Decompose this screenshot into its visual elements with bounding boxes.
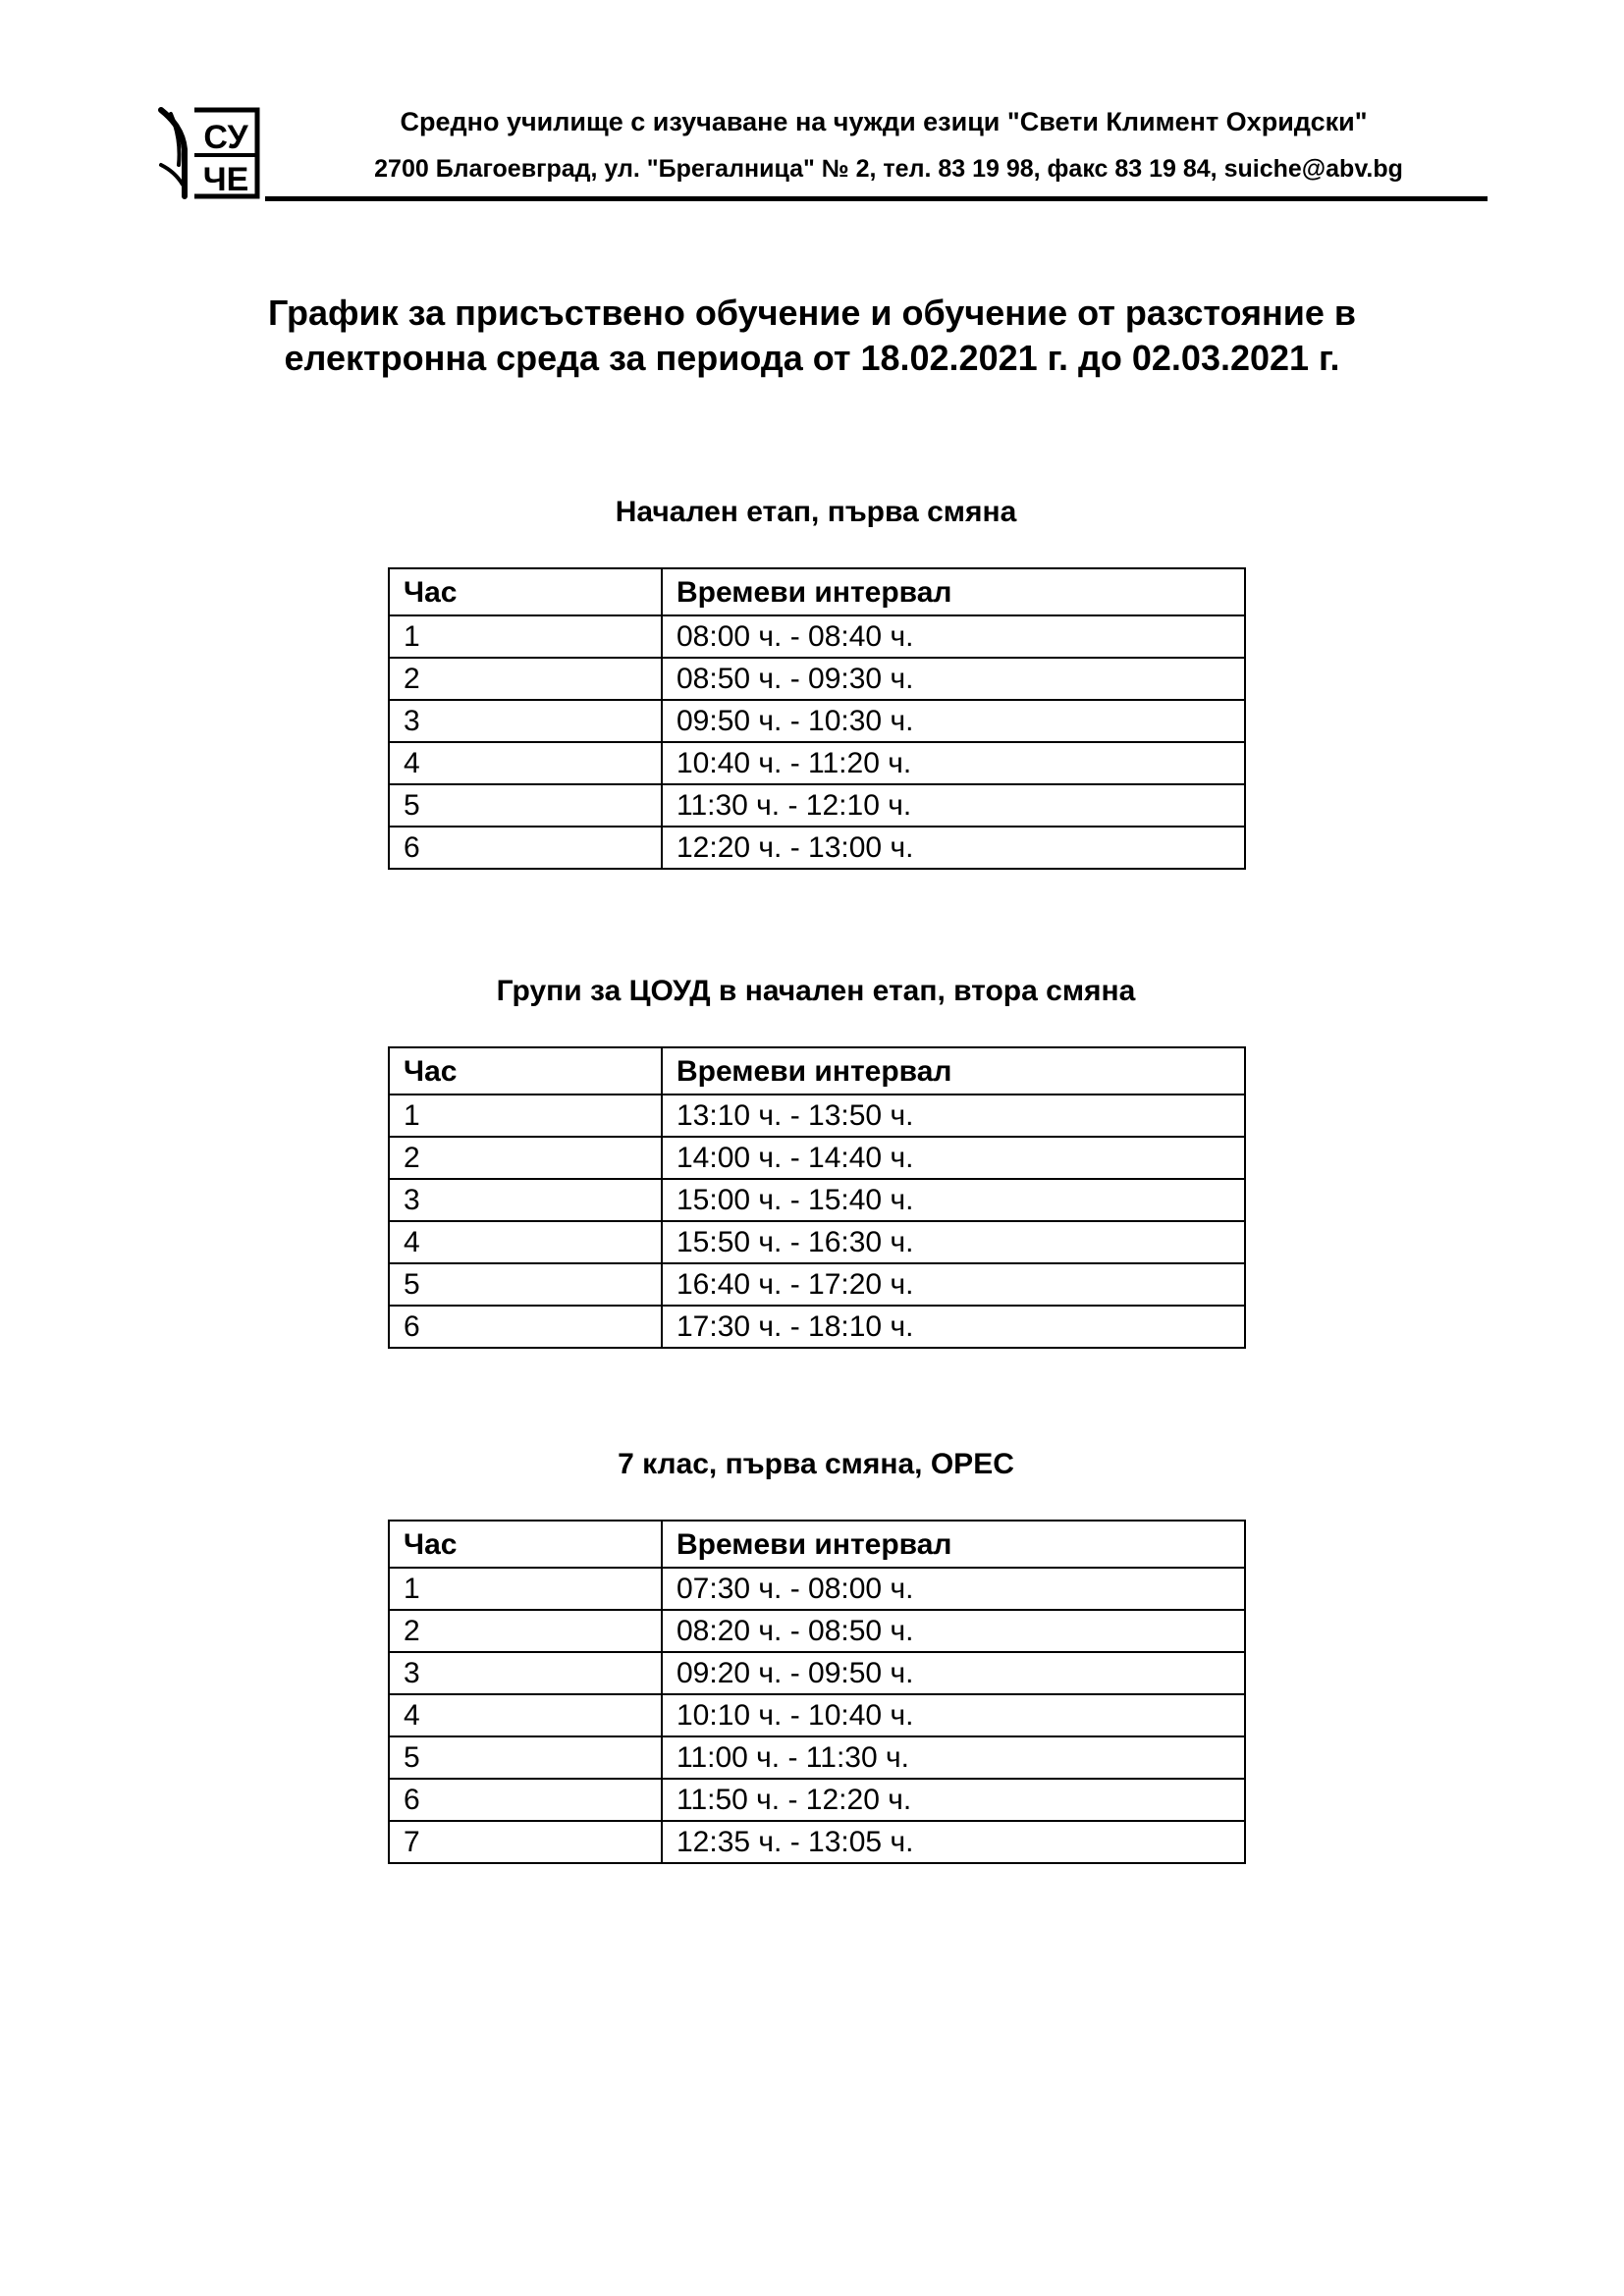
document-title: [147, 291, 1477, 381]
letterhead: [157, 106, 1488, 200]
hour-cell: 5: [389, 1736, 662, 1779]
table-row: [389, 827, 1245, 869]
schedule-table: [388, 1046, 1246, 1349]
section-heading: 7 клас, първа смяна, ОРЕС: [618, 1448, 1014, 1480]
hour-cell: 1: [389, 1095, 662, 1137]
school-name: Средно училище с изучаване на чужди езици "Свети Климент Охридски": [400, 107, 1368, 136]
hour-cell: 3: [389, 1652, 662, 1694]
section-heading: Начален етап, първа смяна: [615, 496, 1017, 528]
column-header-interval: Времеви интервал: [662, 1047, 1245, 1095]
table-row: [389, 784, 1245, 827]
schedule-table: [388, 1520, 1246, 1864]
table-row: [389, 1779, 1245, 1821]
table-row: [389, 1568, 1245, 1610]
hour-cell: 2: [389, 1610, 662, 1652]
table-header-row: [389, 1521, 1245, 1568]
table-row: [389, 1263, 1245, 1306]
column-header-hour: Час: [389, 1521, 662, 1568]
table-row: [389, 1694, 1245, 1736]
table-row: [389, 1179, 1245, 1221]
hour-cell: 1: [389, 615, 662, 658]
schedule-section-primary-first-shift: [388, 493, 1244, 870]
school-logo-icon: [157, 106, 261, 200]
schedule-section-afternoon-groups: [388, 972, 1244, 1349]
interval-cell: 12:20 ч. - 13:00 ч.: [662, 827, 1245, 869]
logo-top-text: СУ: [203, 119, 248, 156]
school-logo: [157, 106, 261, 200]
header-divider: [265, 196, 1488, 201]
interval-cell: 10:40 ч. - 11:20 ч.: [662, 742, 1245, 784]
hour-cell: 4: [389, 1221, 662, 1263]
table-header-row: [389, 1047, 1245, 1095]
table-row: [389, 658, 1245, 700]
school-address: 2700 Благоевград, ул. "Брегалница" № 2, тел. 83 19 98, факс 83 19 84, suiche@abv.bg: [374, 155, 1403, 183]
table-row: [389, 742, 1245, 784]
interval-cell: 11:50 ч. - 12:20 ч.: [662, 1779, 1245, 1821]
interval-cell: 08:20 ч. - 08:50 ч.: [662, 1610, 1245, 1652]
schedule-section-seventh-grade: [388, 1445, 1244, 1864]
interval-cell: 08:50 ч. - 09:30 ч.: [662, 658, 1245, 700]
document-title-line-2: електронна среда за периода от 18.02.2021 г. до 02.03.2021 г.: [284, 338, 1340, 378]
hour-cell: 7: [389, 1821, 662, 1863]
interval-cell: 09:50 ч. - 10:30 ч.: [662, 700, 1245, 742]
interval-cell: 11:00 ч. - 11:30 ч.: [662, 1736, 1245, 1779]
table-row: [389, 1137, 1245, 1179]
hour-cell: 6: [389, 827, 662, 869]
interval-cell: 08:00 ч. - 08:40 ч.: [662, 615, 1245, 658]
interval-cell: 15:00 ч. - 15:40 ч.: [662, 1179, 1245, 1221]
table-row: [389, 1306, 1245, 1348]
interval-cell: 16:40 ч. - 17:20 ч.: [662, 1263, 1245, 1306]
document-title-line-1: График за присъствено обучение и обучение от разстояние в: [267, 293, 1357, 333]
hour-cell: 4: [389, 742, 662, 784]
section-heading: Групи за ЦОУД в начален етап, втора смяна: [496, 975, 1136, 1007]
interval-cell: 17:30 ч. - 18:10 ч.: [662, 1306, 1245, 1348]
column-header-interval: Времеви интервал: [662, 1521, 1245, 1568]
hour-cell: 5: [389, 1263, 662, 1306]
table-row: [389, 615, 1245, 658]
hour-cell: 6: [389, 1306, 662, 1348]
table-row: [389, 1652, 1245, 1694]
interval-cell: 12:35 ч. - 13:05 ч.: [662, 1821, 1245, 1863]
hour-cell: 2: [389, 1137, 662, 1179]
hour-cell: 5: [389, 784, 662, 827]
hour-cell: 3: [389, 700, 662, 742]
hour-cell: 2: [389, 658, 662, 700]
column-header-interval: Времеви интервал: [662, 568, 1245, 615]
interval-cell: 09:20 ч. - 09:50 ч.: [662, 1652, 1245, 1694]
hour-cell: 4: [389, 1694, 662, 1736]
hour-cell: 1: [389, 1568, 662, 1610]
table-row: [389, 1095, 1245, 1137]
interval-cell: 07:30 ч. - 08:00 ч.: [662, 1568, 1245, 1610]
hour-cell: 6: [389, 1779, 662, 1821]
table-row: [389, 1821, 1245, 1863]
hour-cell: 3: [389, 1179, 662, 1221]
interval-cell: 10:10 ч. - 10:40 ч.: [662, 1694, 1245, 1736]
interval-cell: 13:10 ч. - 13:50 ч.: [662, 1095, 1245, 1137]
table-row: [389, 1610, 1245, 1652]
interval-cell: 15:50 ч. - 16:30 ч.: [662, 1221, 1245, 1263]
table-row: [389, 1221, 1245, 1263]
column-header-hour: Час: [389, 1047, 662, 1095]
table-row: [389, 1736, 1245, 1779]
logo-bottom-text: ЧЕ: [202, 161, 249, 198]
schedule-table: [388, 567, 1246, 870]
table-row: [389, 700, 1245, 742]
interval-cell: 14:00 ч. - 14:40 ч.: [662, 1137, 1245, 1179]
column-header-hour: Час: [389, 568, 662, 615]
table-header-row: [389, 568, 1245, 615]
interval-cell: 11:30 ч. - 12:10 ч.: [662, 784, 1245, 827]
